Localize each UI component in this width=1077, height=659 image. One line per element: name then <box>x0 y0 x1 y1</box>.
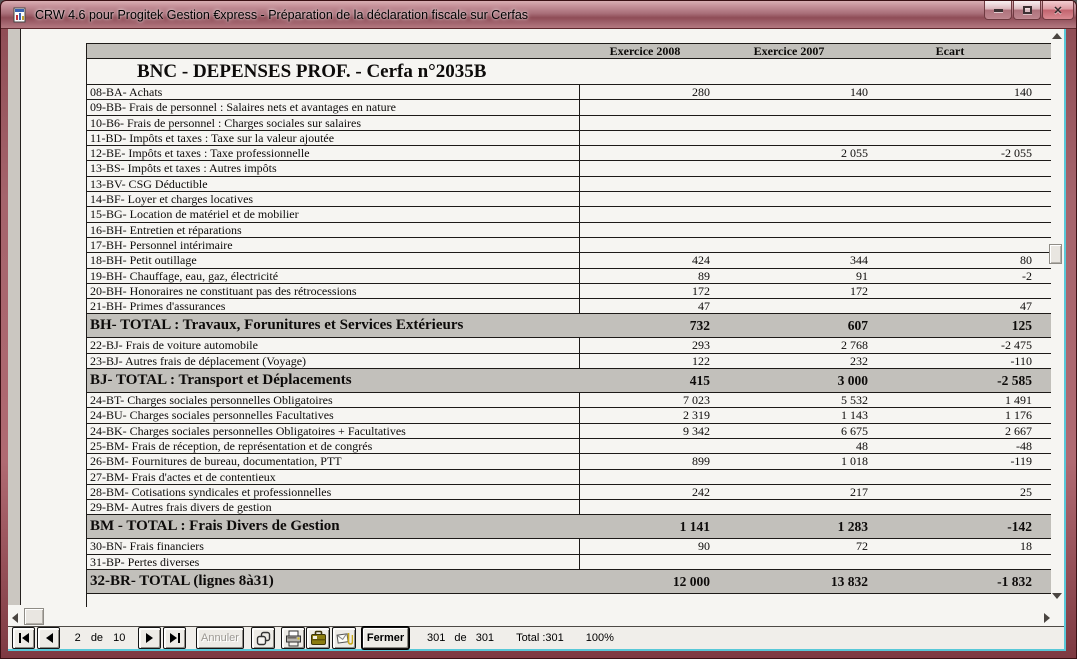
value-ecart: -119 <box>1010 454 1032 469</box>
total-row <box>87 314 1051 338</box>
column-header-ecart: Ecart <box>935 44 965 58</box>
row-label: 14-BF- Loyer et charges locatives <box>87 192 580 206</box>
app-icon <box>12 7 28 23</box>
value-ecart: 125 <box>1011 318 1032 334</box>
value-ecart <box>868 192 1032 206</box>
row-label: 22-BJ- Frais de voiture automobile <box>87 338 580 352</box>
window-controls <box>983 1 1074 20</box>
row-label: 09-BB- Frais de personnel : Salaires nets et avantages en nature <box>87 100 580 114</box>
value-2008: 172 <box>692 283 710 298</box>
table-row <box>87 269 1051 284</box>
value-ecart: -2 585 <box>997 373 1032 389</box>
row-label: 10-B6- Frais de personnel : Charges sociales sur salaires <box>87 116 580 130</box>
maximize-button[interactable] <box>1013 1 1041 20</box>
row-label: 16-BH- Entretien et réparations <box>87 223 580 237</box>
table-row <box>87 253 1051 268</box>
value-ecart <box>868 223 1032 237</box>
value-ecart <box>868 470 1032 484</box>
value-ecart: -2 475 <box>1001 338 1032 353</box>
page-position: 2 de 10 <box>74 632 126 644</box>
value-2007: 1 143 <box>841 408 868 423</box>
value-2008: 90 <box>698 539 710 554</box>
row-label: 15-BG- Location de matériel et de mobilier <box>87 207 580 221</box>
value-ecart: -110 <box>1010 353 1032 368</box>
value-2007: 344 <box>850 253 868 268</box>
row-label: 11-BD- Impôts et taxes : Taxe sur la valeur ajoutée <box>87 131 580 145</box>
table-row <box>87 393 1051 408</box>
value-2008: 280 <box>692 85 710 99</box>
window-title: CRW 4.6 pour Progitek Gestion €xpress - Préparation de la déclaration fiscale sur Cerfas <box>35 8 529 22</box>
value-2008 <box>580 116 710 130</box>
row-label: 12-BE- Impôts et taxes : Taxe professionnelle <box>87 146 580 160</box>
value-2008: 47 <box>698 299 710 314</box>
value-2008 <box>580 439 710 453</box>
value-2008 <box>580 161 710 175</box>
table-row <box>87 284 1051 299</box>
row-label: 20-BH- Honoraires ne constituant pas des rétrocessions <box>87 284 580 298</box>
table-row <box>87 146 1051 161</box>
value-2007: 13 832 <box>830 574 868 590</box>
total-row <box>87 515 1051 539</box>
value-2007: 3 000 <box>837 373 868 389</box>
mail-icon <box>336 630 353 647</box>
first-page-button[interactable] <box>12 627 35 649</box>
value-2007 <box>710 223 868 237</box>
close-icon: ✕ <box>1053 4 1063 17</box>
value-2008 <box>580 500 710 514</box>
vertical-scrollbar[interactable] <box>1048 29 1064 605</box>
table-row <box>87 485 1051 500</box>
value-2007: 607 <box>847 318 868 334</box>
cascade-window-button[interactable] <box>251 627 275 649</box>
page-margin-strip <box>8 29 20 605</box>
row-label: 23-BJ- Autres frais de déplacement (Voyage) <box>87 354 580 368</box>
records-total: Total :301 <box>516 632 564 644</box>
value-ecart: 80 <box>1020 253 1032 268</box>
value-2007: 2 055 <box>841 146 868 161</box>
table-row <box>87 299 1051 314</box>
value-2007 <box>710 470 868 484</box>
value-2007: 140 <box>850 85 868 99</box>
table-row <box>87 470 1051 485</box>
table-body <box>87 85 1051 594</box>
value-ecart <box>868 500 1032 514</box>
value-2008 <box>580 207 710 221</box>
value-ecart: -48 <box>1016 438 1032 453</box>
value-2007: 232 <box>850 353 868 368</box>
table-header-row <box>87 43 1051 59</box>
value-2008: 242 <box>692 484 710 499</box>
row-label: 27-BM- Frais d'actes et de contentieux <box>87 470 580 484</box>
printer-icon <box>285 630 302 647</box>
value-2008 <box>580 223 710 237</box>
table-row <box>87 207 1051 222</box>
value-ecart: 18 <box>1020 539 1032 554</box>
value-ecart <box>868 131 1032 145</box>
value-2007 <box>710 100 868 114</box>
value-2007: 5 532 <box>841 393 868 408</box>
value-2008: 122 <box>692 353 710 368</box>
table-row <box>87 439 1051 454</box>
total-row <box>87 369 1051 393</box>
value-2007 <box>710 192 868 206</box>
value-ecart: 47 <box>1020 299 1032 314</box>
row-label: 13-BS- Impôts et taxes : Autres impôts <box>87 161 580 175</box>
close-button[interactable] <box>1042 1 1074 20</box>
value-ecart <box>868 177 1032 191</box>
scroll-left-icon[interactable] <box>12 613 18 623</box>
table-row <box>87 454 1051 469</box>
value-2007 <box>710 299 868 313</box>
value-ecart <box>868 100 1032 114</box>
table-row <box>87 424 1051 439</box>
first-page-icon <box>16 630 32 646</box>
value-2008 <box>580 238 710 252</box>
close-report-button[interactable]: Fermer <box>362 627 409 649</box>
table-row <box>87 177 1051 192</box>
row-label: 24-BK- Charges sociales personnelles Obligatoires + Facultatives <box>87 424 580 438</box>
row-label: 30-BN- Frais financiers <box>87 539 580 553</box>
value-2007: 1 283 <box>837 519 868 535</box>
cancel-button[interactable]: Annuler <box>196 627 244 649</box>
value-2008 <box>580 555 710 569</box>
row-label: 29-BM- Autres frais divers de gestion <box>87 500 580 514</box>
last-page-icon <box>167 630 183 646</box>
table-row <box>87 555 1051 570</box>
value-2007: 217 <box>850 484 868 499</box>
value-ecart: -1 832 <box>997 574 1032 590</box>
value-ecart: 140 <box>1014 85 1032 99</box>
value-2008: 293 <box>692 338 710 353</box>
column-header-2008: Exercice 2008 <box>609 44 681 58</box>
table-row <box>87 116 1051 131</box>
navigation-toolbar <box>8 627 1064 649</box>
value-2008: 899 <box>692 454 710 469</box>
previous-page-icon <box>41 630 57 646</box>
value-2007 <box>710 238 868 252</box>
table-row <box>87 238 1051 253</box>
value-2008: 12 000 <box>672 574 710 590</box>
value-ecart: -2 055 <box>1001 146 1032 161</box>
row-label: 19-BH- Chauffage, eau, gaz, électricité <box>87 269 580 283</box>
value-2008: 415 <box>689 373 710 389</box>
value-2008 <box>580 131 710 145</box>
minimize-button[interactable] <box>984 1 1012 20</box>
table-stub <box>87 594 1051 607</box>
value-2007 <box>710 207 868 221</box>
row-label: 08-BA- Achats <box>87 85 580 99</box>
value-2008 <box>580 192 710 206</box>
row-label: 26-BM- Fournitures de bureau, documentation, PTT <box>87 454 580 468</box>
table-row <box>87 131 1051 146</box>
maximize-icon <box>1023 6 1032 14</box>
row-label: 18-BH- Petit outillage <box>87 253 580 267</box>
value-ecart <box>868 284 1032 298</box>
value-ecart <box>868 238 1032 252</box>
page-left-edge <box>20 29 21 605</box>
value-2008: 1 141 <box>679 519 710 535</box>
total-row <box>87 570 1051 594</box>
row-label: 31-BP- Pertes diverses <box>87 555 580 569</box>
value-2008 <box>580 470 710 484</box>
row-label: 32-BR- TOTAL (lignes 8à31) <box>90 573 274 590</box>
value-2008: 2 319 <box>683 408 710 423</box>
scroll-down-icon[interactable] <box>1052 593 1062 599</box>
table-row <box>87 539 1051 554</box>
row-label: 25-BM- Frais de réception, de représentation et de congrés <box>87 439 580 453</box>
row-label: 17-BH- Personnel intérimaire <box>87 238 580 252</box>
value-2008: 732 <box>689 318 710 334</box>
row-label: BM - TOTAL : Frais Divers de Gestion <box>90 518 340 535</box>
mail-button[interactable] <box>332 627 356 649</box>
row-label: 21-BH- Primes d'assurances <box>87 299 580 313</box>
table-row <box>87 85 1051 100</box>
value-2007: 48 <box>856 438 868 453</box>
row-label: 24-BU- Charges sociales personnelles Facultatives <box>87 408 580 422</box>
value-2007 <box>710 116 868 130</box>
value-ecart: -142 <box>1007 519 1032 535</box>
scroll-up-icon[interactable] <box>1052 33 1062 39</box>
row-label: BH- TOTAL : Travaux, Forunitures et Services Extérieurs <box>90 317 464 334</box>
table-row <box>87 408 1051 423</box>
value-2008: 89 <box>698 268 710 283</box>
export-button[interactable] <box>306 627 330 649</box>
value-2008: 424 <box>692 253 710 268</box>
row-label: 28-BM- Cotisations syndicales et professionnelles <box>87 485 580 499</box>
cascade-window-icon <box>255 630 272 647</box>
value-ecart <box>868 161 1032 175</box>
value-ecart: 1 491 <box>1005 393 1032 408</box>
table-row <box>87 338 1051 353</box>
value-2008 <box>580 100 710 114</box>
row-label: 24-BT- Charges sociales personnelles Obligatoires <box>87 393 580 407</box>
table-row <box>87 223 1051 238</box>
value-ecart: 1 176 <box>1005 408 1032 423</box>
value-2007: 6 675 <box>841 423 868 438</box>
horizontal-scrollbar[interactable] <box>8 608 1064 626</box>
value-2008 <box>580 146 710 160</box>
table-row <box>87 100 1051 115</box>
value-ecart: -2 <box>1022 268 1032 283</box>
next-page-button[interactable] <box>138 627 161 649</box>
value-2008 <box>580 177 710 191</box>
next-page-icon <box>142 630 158 646</box>
report-title: BNC - DEPENSES PROF. - Cerfa n°2035B <box>87 59 1051 85</box>
table-row <box>87 500 1051 515</box>
records-position: 301 de 301 <box>427 632 495 644</box>
client-area <box>8 29 1066 651</box>
horizontal-scroll-thumb[interactable] <box>24 608 44 625</box>
value-2008: 7 023 <box>683 393 710 408</box>
value-2007: 1 018 <box>841 454 868 469</box>
row-label: BJ- TOTAL : Transport et Déplacements <box>90 372 352 389</box>
scroll-right-icon[interactable] <box>1044 613 1050 623</box>
value-2007: 172 <box>850 283 868 298</box>
column-header-2007: Exercice 2007 <box>753 44 825 58</box>
previous-page-button[interactable] <box>37 627 60 649</box>
value-2007 <box>710 161 868 175</box>
value-ecart: 25 <box>1020 484 1032 499</box>
row-label: 13-BV- CSG Déductible <box>87 177 580 191</box>
vertical-scroll-thumb[interactable] <box>1049 244 1062 264</box>
print-button[interactable] <box>281 627 305 649</box>
value-2007 <box>710 500 868 514</box>
value-2007 <box>710 555 868 569</box>
header-spacer <box>87 44 580 58</box>
value-ecart <box>868 207 1032 221</box>
export-briefcase-icon <box>310 630 327 647</box>
value-2008: 9 342 <box>683 423 710 438</box>
zoom-level: 100% <box>585 632 614 644</box>
value-2007: 2 768 <box>841 338 868 353</box>
minimize-icon <box>994 9 1003 12</box>
value-2007: 72 <box>856 539 868 554</box>
table-row <box>87 354 1051 369</box>
last-page-button[interactable] <box>163 627 186 649</box>
value-2007: 91 <box>856 268 868 283</box>
report-table <box>86 43 1051 607</box>
titlebar <box>1 1 1077 29</box>
value-2007 <box>710 177 868 191</box>
table-row <box>87 192 1051 207</box>
value-ecart: 2 667 <box>1005 423 1032 438</box>
value-ecart <box>868 555 1032 569</box>
value-2007 <box>710 131 868 145</box>
table-row <box>87 161 1051 176</box>
value-ecart <box>868 116 1032 130</box>
